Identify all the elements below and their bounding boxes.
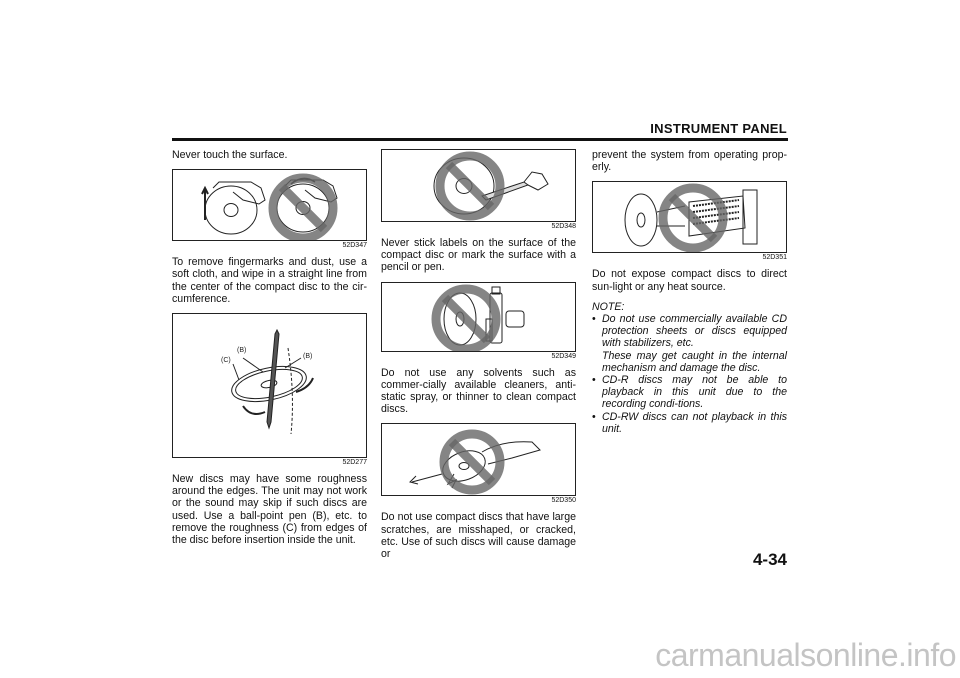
figure-pen-edge — [172, 313, 367, 458]
paragraph-no-solvents: Do not use any solvents such as commer-cially available cleaners, anti-static spray, or thinner to clean compact discs. — [381, 366, 576, 416]
note-sub: These may get caught in the internal mechanism and damage the disc. — [602, 349, 787, 374]
header-title: INSTRUMENT PANEL — [650, 121, 787, 136]
prohibition-icon — [663, 188, 723, 248]
prohibition-icon — [444, 434, 500, 490]
paragraph-no-sunlight: Do not expose compact discs to direct sun-light or any heat source. — [592, 268, 787, 293]
page-number: 4-34 — [752, 550, 787, 569]
label-b-right: (B) — [303, 353, 313, 361]
header-rule — [172, 138, 788, 141]
column-3 — [592, 149, 787, 435]
column-2 — [381, 149, 576, 560]
prohibition-icon — [273, 178, 333, 238]
note-main: Do not use commercially available CD protection sheets or discs equipped with stabilizers, etc. — [602, 313, 787, 350]
figure-caption: 52D347 — [342, 242, 367, 250]
notes-list — [592, 313, 787, 435]
paragraph-never-touch: Never touch the surface. — [172, 149, 288, 161]
note-item — [592, 374, 787, 411]
note-item — [592, 411, 787, 435]
figure-caption: 52D350 — [551, 497, 576, 505]
figure-caption: 52D349 — [551, 352, 576, 360]
figure-touch-surface — [172, 169, 367, 241]
paragraph-remove-fingermarks: To remove fingermarks and dust, use a soft cloth, and wipe in a straight line from the center of the compact disc to the cir-cumference. — [172, 256, 367, 305]
figure-solvents — [381, 282, 576, 352]
paragraph-new-discs: New discs may have some roughness around the edges. The unit may not work or the sound may skip if such discs are used. Use a ball-point pen (B), etc. to remove the roughness (C) from edges of the disc before insertion inside the unit. — [172, 473, 367, 547]
note-item — [592, 313, 787, 374]
figure-caption: 52D277 — [342, 459, 367, 467]
prohibition-icon — [440, 156, 500, 216]
column-1 — [172, 149, 367, 546]
paragraph-never-stick-labels: Never stick labels on the surface of the compact disc or mark the surface with a pencil or pen. — [381, 237, 576, 274]
figure-caption: 52D348 — [551, 223, 576, 230]
label-c: (C) — [221, 357, 231, 365]
figure-labels-pen — [381, 149, 576, 222]
note-title: NOTE: — [592, 300, 625, 313]
figure-damaged-disc — [381, 423, 576, 496]
paragraph-damaged-discs: Do not use compact discs that have large scratches, are misshaped, or cracked, etc. Use of such discs will cause damage or — [381, 511, 576, 561]
paragraph-prevent-operating: prevent the system from operating prop-erly. — [592, 149, 787, 174]
note-main: CD-R discs may not be able to playback in this unit due to the recording condi-tions. — [602, 374, 787, 411]
watermark: carmanualsonline.info — [655, 637, 956, 673]
figure-caption: 52D351 — [762, 254, 787, 262]
figure-heat-source — [592, 181, 787, 253]
note-main: CD-RW discs can not playback in this unit. — [602, 410, 787, 435]
label-b-left: (B) — [237, 347, 247, 355]
